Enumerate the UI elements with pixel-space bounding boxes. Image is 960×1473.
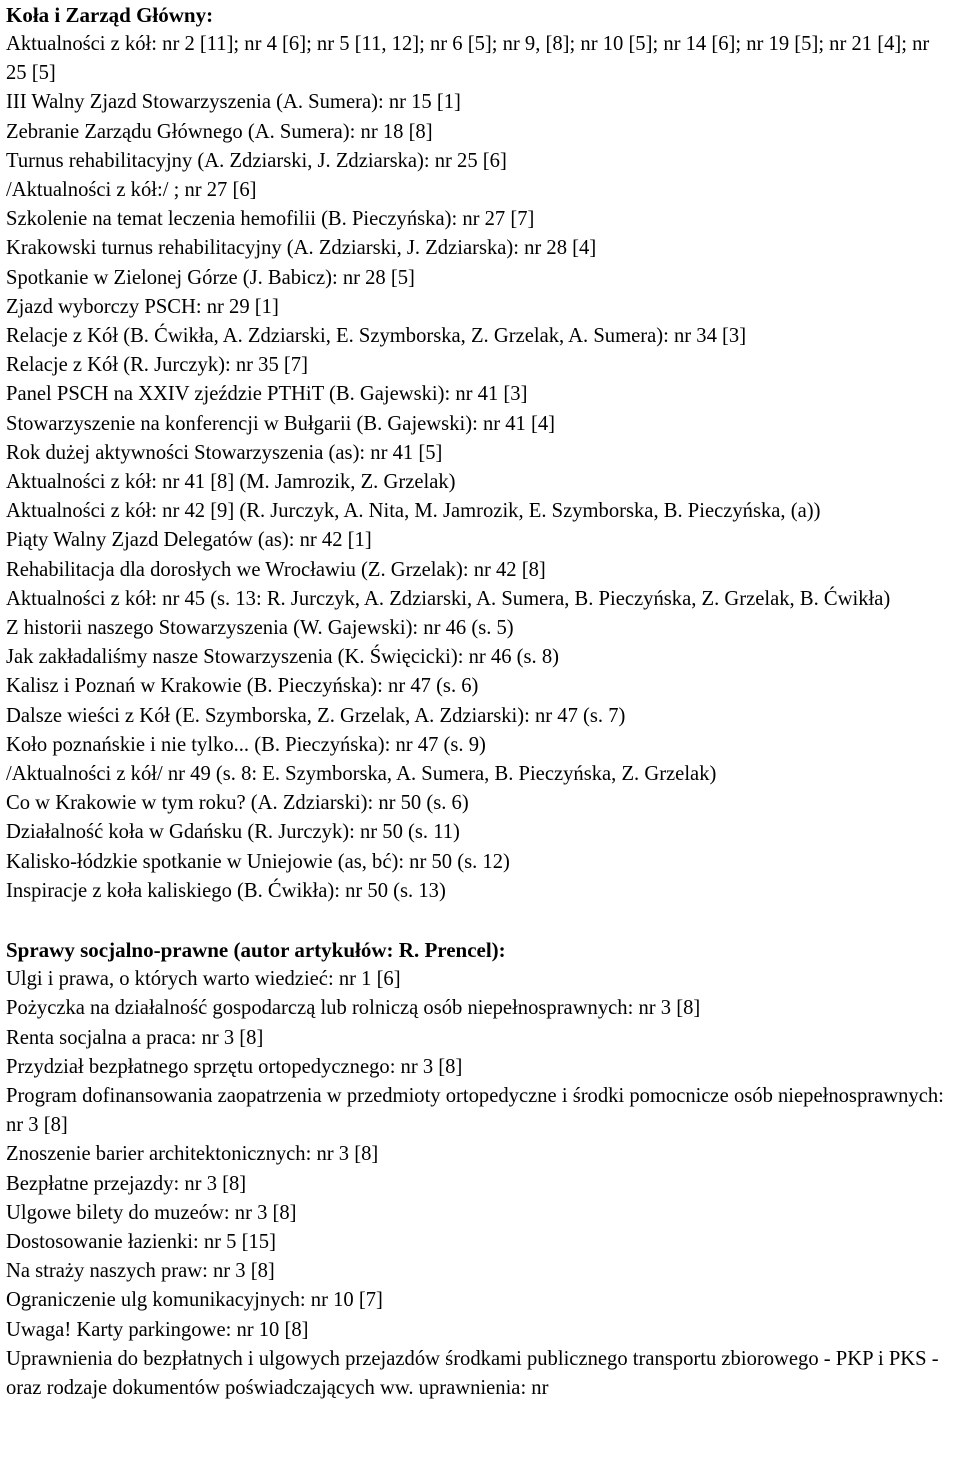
index-entry: Relacje z Kół (R. Jurczyk): nr 35 [7] xyxy=(6,354,308,377)
index-entry: III Walny Zjazd Stowarzyszenia (A. Sumera): nr 15 [1] xyxy=(6,91,461,114)
index-entry: Koło poznańskie i nie tylko... (B. Pieczyńska): nr 47 (s. 9) xyxy=(6,733,486,756)
index-entry: Aktualności z kół: nr 45 (s. 13: R. Jurczyk, A. Zdziarski, A. Sumera, B. Pieczyńska, Z. Grzelak, B. Ćwikła) xyxy=(6,587,891,610)
index-entry: Znoszenie barier architektonicznych: nr 3 [8] xyxy=(6,1143,379,1166)
index-entry: Co w Krakowie w tym roku? (A. Zdziarski): nr 50 (s. 6) xyxy=(6,792,469,815)
index-entry: Dostosowanie łazienki: nr 5 [15] xyxy=(6,1230,276,1253)
index-entry: Pożyczka na działalność gospodarczą lub rolniczą osób niepełnosprawnych: nr 3 [8] xyxy=(6,997,701,1020)
entry-list xyxy=(6,965,954,1403)
index-entry: Stowarzyszenie na konferencji w Bułgarii (B. Gajewski): nr 41 [4] xyxy=(6,412,556,435)
index-entry: Szkolenie na temat leczenia hemofilii (B. Pieczyńska): nr 27 [7] xyxy=(6,208,535,231)
entry-list xyxy=(6,30,954,906)
section-kola-i-zarzad xyxy=(6,0,954,906)
index-entry: Z historii naszego Stowarzyszenia (W. Gajewski): nr 46 (s. 5) xyxy=(6,617,514,640)
index-entry: Bezpłatne przejazdy: nr 3 [8] xyxy=(6,1172,247,1195)
index-entry: Kalisko-łódzkie spotkanie w Uniejowie (as, bć): nr 50 (s. 12) xyxy=(6,850,510,873)
index-entry: Piąty Walny Zjazd Delegatów (as): nr 42 [1] xyxy=(6,529,372,552)
index-entry: Uprawnienia do bezpłatnych i ulgowych przejazdów środkami publicznego transportu zbiorowego - PKP i PKS - oraz rodzaje dokumentów poświadczających ww. uprawnienia: nr xyxy=(6,1347,939,1399)
index-entry: Zebranie Zarządu Głównego (A. Sumera): nr 18 [8] xyxy=(6,120,433,143)
section-gap xyxy=(6,906,954,935)
index-entry: Krakowski turnus rehabilitacyjny (A. Zdziarski, J. Zdziarska): nr 28 [4] xyxy=(6,237,597,260)
index-entry: Przydział bezpłatnego sprzętu ortopedycznego: nr 3 [8] xyxy=(6,1055,463,1078)
section-heading: Koła i Zarząd Główny: xyxy=(6,3,214,27)
index-entry: Spotkanie w Zielonej Górze (J. Babicz): nr 28 [5] xyxy=(6,266,415,289)
index-entry: Aktualności z kół: nr 2 [11]; nr 4 [6]; nr 5 [11, 12]; nr 6 [5]; nr 9, [8]; nr 10 [5]; nr 14 [6]; nr 19 [5]; nr 21 [4]; nr 25 [5] xyxy=(6,33,930,85)
index-entry: Panel PSCH na XXIV zjeździe PTHiT (B. Gajewski): nr 41 [3] xyxy=(6,383,528,406)
index-entry: Ulgi i prawa, o których warto wiedzieć: nr 1 [6] xyxy=(6,968,401,991)
index-entry: Działalność koła w Gdańsku (R. Jurczyk): nr 50 (s. 11) xyxy=(6,821,460,844)
index-entry: Kalisz i Poznań w Krakowie (B. Pieczyńska): nr 47 (s. 6) xyxy=(6,675,479,698)
index-entry: Relacje z Kół (B. Ćwikła, A. Zdziarski, E. Szymborska, Z. Grzelak, A. Sumera): nr 34 [3] xyxy=(6,325,747,348)
section-sprawy-socjalno-prawne xyxy=(6,935,954,1403)
index-entry: Jak zakładaliśmy nasze Stowarzyszenia (K. Święcicki): nr 46 (s. 8) xyxy=(6,646,559,669)
index-entry: /Aktualności z kół:/ ; nr 27 [6] xyxy=(6,179,257,202)
index-entry: Aktualności z kół: nr 41 [8] (M. Jamrozik, Z. Grzelak) xyxy=(6,471,456,494)
index-entry: Rehabilitacja dla dorosłych we Wrocławiu (Z. Grzelak): nr 42 [8] xyxy=(6,558,546,581)
index-entry: Ulgowe bilety do muzeów: nr 3 [8] xyxy=(6,1201,297,1224)
index-entry: Renta socjalna a praca: nr 3 [8] xyxy=(6,1026,264,1049)
index-entry: Na straży naszych praw: nr 3 [8] xyxy=(6,1260,275,1283)
index-entry: Dalsze wieści z Kół (E. Szymborska, Z. Grzelak, A. Zdziarski): nr 47 (s. 7) xyxy=(6,704,626,727)
index-entry: Rok dużej aktywności Stowarzyszenia (as): nr 41 [5] xyxy=(6,441,443,464)
index-entry: Uwaga! Karty parkingowe: nr 10 [8] xyxy=(6,1318,309,1341)
section-heading: Sprawy socjalno-prawne (autor artykułów: R. Prencel): xyxy=(6,938,506,963)
index-entry: Aktualności z kół: nr 42 [9] (R. Jurczyk, A. Nita, M. Jamrozik, E. Szymborska, B. Pieczyńska, (a)) xyxy=(6,500,821,523)
index-entry: Ograniczenie ulg komunikacyjnych: nr 10 [7] xyxy=(6,1289,383,1312)
index-entry: Inspiracje z koła kaliskiego (B. Ćwikła): nr 50 (s. 13) xyxy=(6,879,446,902)
index-entry: Zjazd wyborczy PSCH: nr 29 [1] xyxy=(6,295,279,318)
index-entry: Program dofinansowania zaopatrzenia w przedmioty ortopedyczne i środki pomocnicze osób niepełnosprawnych: nr 3 [8] xyxy=(6,1084,944,1137)
index-entry: /Aktualności z kół/ nr 49 (s. 8: E. Szymborska, A. Sumera, B. Pieczyńska, Z. Grzelak) xyxy=(6,763,717,786)
index-entry: Turnus rehabilitacyjny (A. Zdziarski, J. Zdziarska): nr 25 [6] xyxy=(6,149,507,172)
